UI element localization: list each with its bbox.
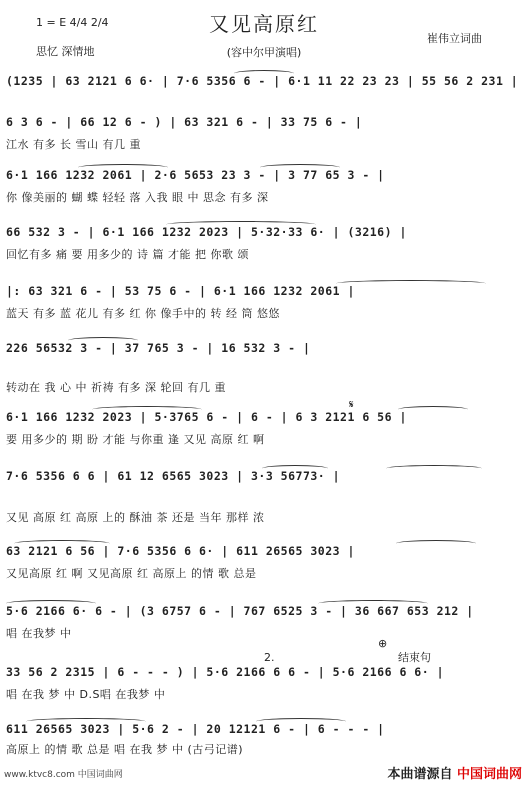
score-line-9 <box>6 544 516 594</box>
score-line-5 <box>6 284 516 334</box>
composer-credit: 崔伟立词曲 <box>427 32 482 45</box>
slur <box>6 600 96 607</box>
notation-row: 66 532 3 - | 6·1 166 1232 2023 | 5·32·33 6· | (3216) | <box>6 225 407 239</box>
notation-row: 226 56532 3 - | 37 765 3 - | 16 532 3 - | <box>6 341 311 355</box>
score-line-2 <box>6 115 516 165</box>
source-prefix: 本曲谱源自 <box>387 767 453 782</box>
notation-row: (1235 | 63 2121 6 6· | 7·6 5356 6 - | 6·1 11 22 23 23 | 55 56 2 231 | <box>6 74 519 88</box>
notation-row: 7·6 5356 6 6 | 61 12 6565 3023 | 3·3 56773· | <box>6 469 341 483</box>
lyric-row: 又见高原 红 啊 又见高原 红 高原上 的情 歌 总是 <box>6 567 257 580</box>
slur <box>396 540 476 547</box>
coda-mark: ⊕ <box>378 637 388 650</box>
site-watermark: www.ktvc8.com 中国词曲网 <box>4 770 123 780</box>
score-line-6 <box>6 341 516 397</box>
notation-row: 6 3 6 - | 66 12 6 - ) | 63 321 6 - | 33 75 6 - | <box>6 115 363 129</box>
volta-mark: 2. <box>264 651 275 664</box>
slur <box>336 280 486 287</box>
notation-row: 33 56 2 2315 | 6 - - - ) | 5·6 2166 6 6 - | 5·6 2166 6 6· | <box>6 665 444 679</box>
score-line-3 <box>6 168 516 218</box>
slur <box>386 465 482 472</box>
notation-row: 6·1 166 1232 2061 | 2·6 5653 23 3 - | 3 77 65 3 - | <box>6 168 385 182</box>
slur <box>68 337 138 344</box>
score-line-7 <box>6 398 516 460</box>
song-title: 又见高原红 <box>209 12 319 36</box>
lyric-row: 要 用多少的 期 盼 才能 与你重 逢 又见 高原 红 啊 <box>6 433 265 446</box>
notation-row: 5·6 2166 6· 6 - | (3 6757 6 - | 767 6525 3 - | 36 667 653 212 | <box>6 604 474 618</box>
score-line-8 <box>6 469 516 531</box>
score-line-4 <box>6 225 516 275</box>
lyric-row: 唱 在我 梦 中 D.S唱 在我梦 中 <box>6 688 166 701</box>
slur <box>14 540 110 547</box>
lyric-row: 蓝天 有多 蓝 花儿 有多 红 你 像手中的 转 经 筒 悠悠 <box>6 307 280 320</box>
source-attribution <box>387 763 522 782</box>
lyric-row: 转动在 我 心 中 祈祷 有多 深 轮回 有几 重 <box>6 381 226 394</box>
lyric-row: 唱 在我梦 中 <box>6 627 72 640</box>
notation-row: 63 2121 6 56 | 7·6 5356 6 6· | 611 26565 3023 | <box>6 544 355 558</box>
slur <box>166 221 316 228</box>
source-site-link[interactable]: 中国词曲网 <box>456 767 522 782</box>
slur <box>92 406 202 413</box>
slur <box>260 164 340 171</box>
lyric-row: 江水 有多 长 雪山 有几 重 <box>6 138 141 151</box>
lyric-row: 高原上 的情 歌 总是 唱 在我 梦 中 (古弓记谱) <box>6 743 244 756</box>
notation-row: 6·1 166 1232 2023 | 5·3765 6 - | 6 - | 6 3 2121 6 56 | <box>6 410 407 424</box>
score-line-10 <box>6 604 516 654</box>
score-line-12 <box>6 722 516 764</box>
slur <box>318 600 428 607</box>
tempo-marking: 思忆 深情地 <box>36 45 95 58</box>
notation-row: |: 63 321 6 - | 53 75 6 - | 6·1 166 1232 2061 | <box>6 284 355 298</box>
slur <box>234 70 294 77</box>
performer-subtitle: (容中尔甲演唱) <box>226 46 302 59</box>
lyric-row: 又见 高原 红 高原 上的 酥油 茶 还是 当年 那样 浓 <box>6 511 265 524</box>
segno-mark: 𝄋 <box>349 398 354 411</box>
slur <box>398 406 468 413</box>
key-signature: 1 = E 4/4 2/4 <box>36 16 109 29</box>
slur <box>262 465 328 472</box>
notation-row: 611 26565 3023 | 5·6 2 - | 20 12121 6 - | 6 - - - | <box>6 722 385 736</box>
slur <box>26 718 146 725</box>
lyric-row: 你 像美丽的 蝴 蝶 轻轻 落 入我 眼 中 思念 有多 深 <box>6 191 269 204</box>
ending-label: 结束句 <box>398 651 431 664</box>
lyric-row: 回忆有多 痛 要 用多少的 诗 篇 才能 把 你歌 颂 <box>6 248 249 261</box>
score-line-11 <box>6 637 516 715</box>
slur <box>256 718 346 725</box>
slur <box>78 164 168 171</box>
